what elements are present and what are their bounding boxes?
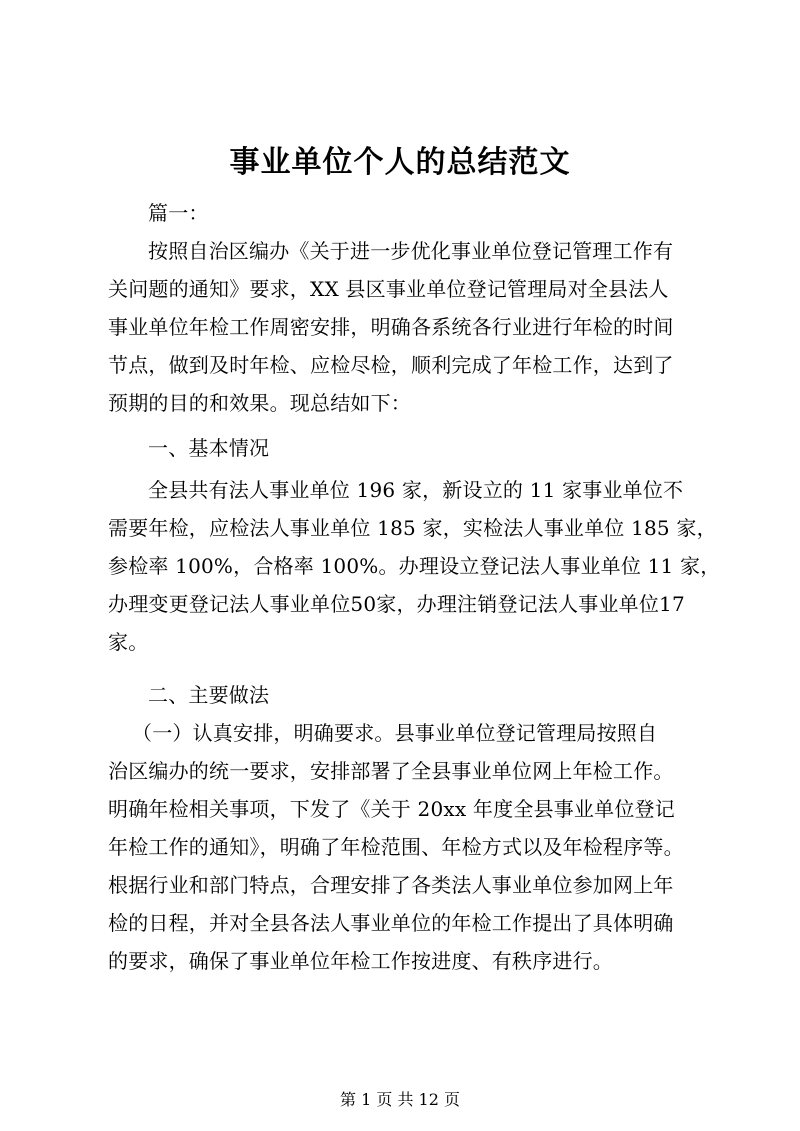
basic-line: 全县共有法人事业单位 196 家，新设立的 11 家事业单位不	[148, 478, 684, 502]
basic-line: 办理变更登记法人事业单位50家，办理注销登记法人事业单位17	[108, 592, 685, 616]
intro-line: 事业单位年检工作周密安排，明确各系统各行业进行年检的时间	[108, 315, 674, 339]
basic-paragraph	[108, 471, 721, 661]
section-label-text: 篇一：	[148, 201, 209, 225]
section-label	[108, 194, 712, 232]
basic-line: 参检率 100%，合格率 100%。办理设立登记法人事业单位 11 家，	[108, 554, 721, 578]
method-heading	[108, 676, 712, 714]
basic-line: 家。	[108, 630, 149, 654]
intro-paragraph	[108, 232, 712, 422]
method-paragraph	[108, 714, 712, 980]
intro-line: 预期的目的和效果。现总结如下：	[108, 391, 411, 415]
document-title: 事业单位个人的总结范文	[229, 145, 571, 180]
method-line: 明确年检相关事项，下发了《关于 20xx 年度全县事业单位登记	[108, 797, 675, 821]
page-footer: 第 1 页 共 12 页	[340, 1090, 460, 1109]
intro-line: 关问题的通知》要求，XX 县区事业单位登记管理局对全县法人	[108, 277, 669, 301]
intro-line: 节点，做到及时年检、应检尽检，顺利完成了年检工作，达到了	[108, 353, 674, 377]
method-line: 检的日程，并对全县各法人事业单位的年检工作提出了具体明确	[108, 911, 674, 935]
method-line: 年检工作的通知》，明确了年检范围、年检方式以及年检程序等。	[108, 835, 684, 859]
basic-line: 需要年检，应检法人事业单位 185 家，实检法人事业单位 185 家，	[108, 516, 717, 540]
method-line: 根据行业和部门特点，合理安排了各类法人事业单位参加网上年	[108, 873, 674, 897]
method-heading-text: 二、主要做法	[148, 683, 270, 707]
basic-heading	[108, 429, 712, 467]
method-line: 的要求，确保了事业单位年检工作按进度、有秩序进行。	[108, 949, 613, 973]
method-line: （一）认真安排，明确要求。县事业单位登记管理局按照自	[132, 721, 658, 745]
method-line: 治区编办的统一要求，安排部署了全县事业单位网上年检工作。	[108, 759, 674, 783]
basic-heading-text: 一、基本情况	[148, 436, 270, 460]
intro-line: 按照自治区编办《关于进一步优化事业单位登记管理工作有	[148, 239, 674, 263]
